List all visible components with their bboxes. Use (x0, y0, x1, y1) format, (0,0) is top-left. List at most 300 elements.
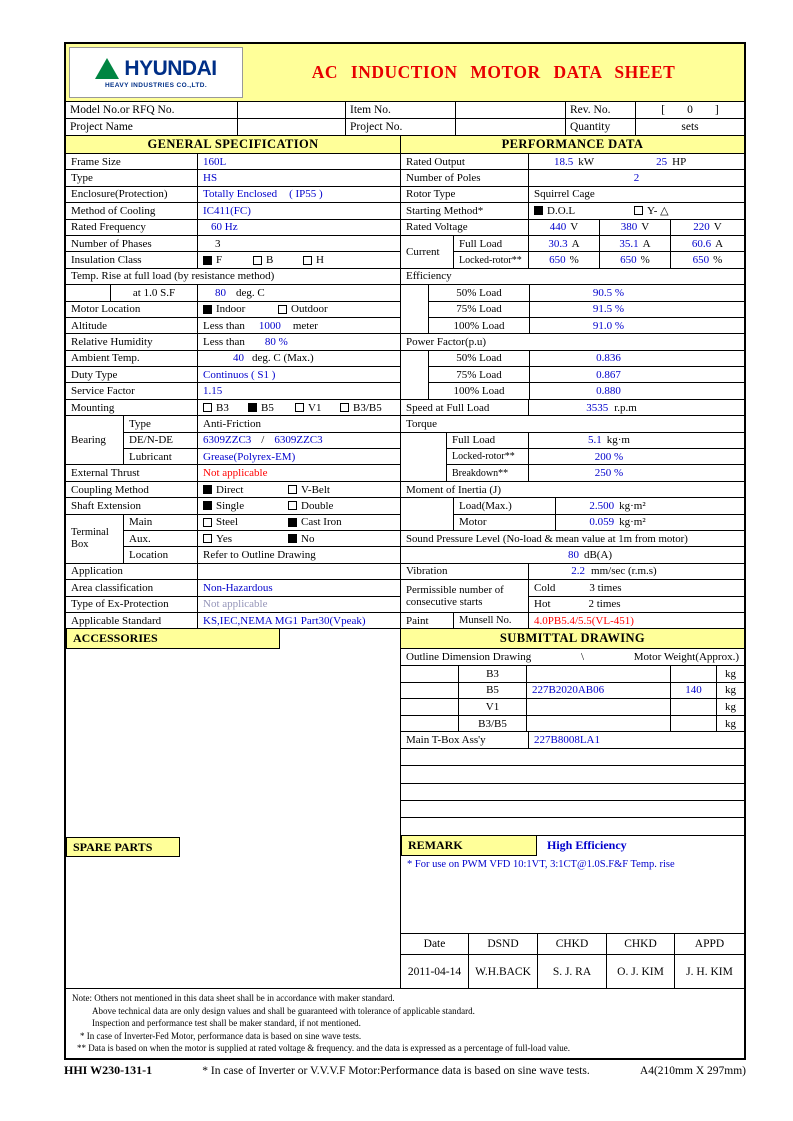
checkbox-unchecked-icon (288, 485, 297, 494)
single-label: Single (216, 499, 245, 512)
terminal-option-steel (203, 516, 288, 528)
temp-rise-label: Temp. Rise at full load (by resistance method) (71, 270, 275, 283)
mount-b3b5-label: B3/B5 (478, 717, 507, 730)
eff-50-value: 90.5 % (592, 286, 625, 299)
sound-level-label: Sound Pressure Level (No-load & mean value at 1m from motor) (406, 532, 688, 545)
remark-header-row (401, 836, 744, 856)
kg-unit: kg (725, 717, 736, 730)
row-bearing-type (124, 416, 400, 432)
checkbox-checked-icon (288, 518, 297, 527)
insulation-option-b (253, 254, 303, 266)
rated-output-label: Rated Output (406, 155, 465, 168)
project-name-value (238, 119, 346, 135)
bearing-dende-label: DE/N-DE (129, 434, 173, 447)
drawing-b5-value: 227B2020AB06 (532, 684, 605, 697)
cold-label: Cold (534, 581, 556, 594)
row-outline-header (401, 649, 744, 666)
eff-50-label: 50% Load (456, 286, 502, 299)
row-drawing-v1 (401, 699, 744, 716)
area-classification-label: Area classification (71, 581, 154, 594)
row-current-full-load (454, 236, 744, 252)
terminal-location-label: Location (129, 549, 169, 562)
coupling-option-vbelt (288, 484, 330, 496)
vibration-unit: mm/sec (r.m.s) (591, 565, 657, 578)
empty-row (401, 749, 744, 766)
performance-data-column (401, 136, 744, 988)
munsell-label: Munsell No. (459, 615, 512, 627)
row-torque-locked (447, 449, 744, 465)
row-ex-protection (66, 597, 400, 613)
terminal-aux-label: Aux. (129, 532, 151, 545)
checkbox-checked-icon (203, 305, 212, 314)
phases-label: Number of Phases (71, 237, 152, 250)
cold-value: 3 times (589, 581, 622, 594)
row-rated-output (401, 154, 744, 170)
hot-label: Hot (534, 598, 551, 611)
row-drawing-b3b5 (401, 716, 744, 733)
v1-label: V1 (308, 401, 322, 414)
eff-100-value: 91.0 % (592, 319, 625, 332)
current-block (401, 236, 744, 269)
rev-bracket-close: ] (714, 104, 719, 116)
mounting-option-b3b5 (340, 402, 382, 414)
shaft-label: Shaft Extension (71, 499, 141, 512)
volt-unit: V (641, 221, 650, 234)
bearing-block (66, 416, 400, 465)
direct-label: Direct (216, 483, 244, 496)
remark-headline: High Efficiency (547, 838, 627, 853)
torque-breakdown-value: 250 % (594, 467, 624, 480)
row-enclosure (66, 187, 400, 203)
current-3: 60.6 (691, 237, 712, 250)
checkbox-unchecked-icon (253, 256, 262, 265)
spare-parts-empty-area (66, 857, 400, 988)
rev-no-value (636, 102, 744, 118)
location-option-outdoor (278, 303, 328, 315)
accessories-header-row (66, 629, 400, 649)
current-1: 30.3 (548, 237, 568, 250)
row-motor-location (66, 302, 400, 318)
checkbox-unchecked-icon (303, 256, 312, 265)
ambient-label: Ambient Temp. (71, 352, 140, 365)
brand-subtitle: HEAVY INDUSTRIES CO.,LTD. (104, 81, 208, 89)
row-terminal-location (124, 547, 400, 563)
terminal-main-label: Main (129, 516, 153, 529)
starts-label-1: Permissible number of (406, 583, 504, 596)
row-phases (66, 236, 400, 252)
mounting-option-b3 (203, 402, 248, 414)
row-power-factor-header (401, 334, 744, 350)
outline-drawing-label: Outline Dimension Drawing (406, 651, 532, 664)
duty-value: Continuos ( S1 ) (203, 368, 276, 381)
enclosure-ip: ( IP55 ) (289, 188, 323, 201)
empty-cell (401, 716, 459, 732)
shaft-option-double (288, 500, 333, 512)
hyundai-logo (69, 47, 243, 98)
torque-locked-label: Locked-rotor** (452, 451, 515, 463)
performance-data-title: PERFORMANCE DATA (401, 136, 744, 154)
mounting-label: Mounting (71, 401, 115, 414)
insulation-f-label: F (216, 254, 223, 267)
logo-row (95, 57, 216, 81)
outline-divider: \ (580, 651, 585, 664)
row-application (66, 564, 400, 580)
row-external-thrust (66, 465, 400, 481)
torque-unit: kg·m (606, 434, 630, 447)
type-label: Type (71, 172, 93, 185)
note-line-2: Above technical data are only design values and shall be guaranteed with tolerance of applicable standard. (92, 1005, 475, 1016)
triangle-logo-icon (95, 58, 119, 79)
row-terminal-aux (124, 531, 400, 547)
checkbox-checked-icon (288, 534, 297, 543)
enclosure-value: Totally Enclosed (203, 188, 278, 201)
percent-unit: % (569, 254, 579, 267)
item-no-label: Item No. (346, 102, 456, 118)
inertia-load-value: 2.500 (589, 499, 615, 512)
ambient-value: 40 (233, 352, 244, 365)
meta-row-1 (66, 102, 744, 119)
frame-size-value: 160L (203, 155, 227, 168)
inertia-load-label: Load(Max.) (459, 499, 512, 512)
rev-no-label: Rev. No. (566, 102, 636, 118)
volt-unit: V (570, 221, 579, 234)
row-coupling-method (66, 482, 400, 498)
ex-protection-value: Not applicable (203, 598, 268, 611)
altitude-unit: meter (292, 319, 318, 332)
poles-label: Number of Poles (406, 172, 481, 185)
paint-value: 4.0PB5.4/5.5(VL-451) (534, 614, 634, 627)
empty-row (401, 801, 744, 818)
torque-label: Torque (406, 417, 437, 430)
row-speed (401, 400, 744, 416)
torque-block (401, 433, 744, 482)
tbox-value: 227B8008LA1 (534, 734, 600, 747)
inertia-motor-label: Motor (459, 516, 487, 529)
row-drawing-b3 (401, 666, 744, 683)
checkbox-unchecked-icon (634, 206, 643, 215)
sf-label: at 1.0 S.F (132, 286, 176, 299)
row-efficiency-50 (429, 285, 744, 301)
checkbox-checked-icon (203, 501, 212, 510)
mount-b5-label: B5 (486, 684, 499, 697)
row-efficiency-75 (429, 302, 744, 318)
altitude-label: Altitude (71, 319, 108, 332)
row-rotor-type (401, 187, 744, 203)
quantity-value: sets (681, 121, 699, 133)
tbox-label: Main T-Box Ass'y (406, 734, 486, 747)
vibration-label: Vibration (406, 565, 448, 578)
vbelt-label: V-Belt (301, 483, 330, 496)
footnotes (66, 988, 744, 1058)
torque-locked-value: 200 % (594, 450, 624, 463)
frequency-value: 60 Hz (211, 221, 238, 234)
current-2: 35.1 (619, 237, 639, 250)
note-line-1: Note: Others not mentioned in this data sheet shall be in accordance with maker standard. (72, 993, 395, 1003)
accessories-title: ACCESSORIES (66, 629, 280, 649)
row-current-locked-rotor (454, 252, 744, 268)
approval-header-chkd-2: CHKD (624, 938, 657, 950)
starting-option-wye-delta (634, 204, 669, 217)
remark-note: * For use on PWM VFD 10:1VT, 3:1CT@1.0S.F&F Temp. rise (407, 858, 675, 870)
temp-rise-value: 80 (215, 286, 226, 299)
rated-output-kw: 18.5 (554, 155, 574, 168)
humidity-value: 80 % (264, 335, 288, 348)
speed-unit: r.p.m (614, 401, 637, 414)
external-thrust-label: External Thrust (71, 467, 140, 480)
row-type (66, 170, 400, 186)
steel-label: Steel (216, 516, 238, 529)
checkbox-checked-icon (203, 485, 212, 494)
terminal-label-1: Terminal (71, 526, 109, 538)
project-no-label: Project No. (346, 119, 456, 135)
approval-header-appd: APPD (694, 938, 725, 950)
checkbox-checked-icon (534, 206, 543, 215)
rev-bracket-open: [ (661, 104, 666, 116)
row-cooling (66, 203, 400, 219)
paper-size: A4(210mm X 297mm) (639, 1065, 746, 1077)
row-terminal-main (124, 515, 400, 531)
project-name-label: Project Name (66, 119, 238, 135)
row-humidity (66, 334, 400, 350)
pf-100-label: 100% Load (453, 385, 505, 398)
service-factor-value: 1.15 (203, 385, 223, 398)
rotor-type-value: Squirrel Cage (534, 188, 595, 201)
footer-note: * In case of Inverter or V.V.V.F Motor:Performance data is based on sine wave tests. (202, 1065, 590, 1077)
phases-value: 3 (215, 237, 221, 250)
hot-value: 2 times (588, 598, 621, 611)
empty-cell (401, 433, 447, 482)
checkbox-unchecked-icon (203, 403, 212, 412)
ambient-unit: deg. C (Max.) (252, 352, 314, 365)
locked-current-3: 650 (692, 254, 710, 267)
row-altitude (66, 318, 400, 334)
temp-rise-unit: deg. C (236, 286, 265, 299)
approval-value-row (401, 955, 744, 988)
row-insulation-class (66, 252, 400, 268)
checkbox-unchecked-icon (203, 518, 212, 527)
bearing-type-label: Type (129, 417, 151, 430)
standard-label: Applicable Standard (71, 614, 162, 627)
mount-v1-label: V1 (485, 700, 500, 713)
weight-b5-value: 140 (685, 684, 702, 697)
row-duty-type (66, 367, 400, 383)
brand-name: HYUNDAI (124, 56, 217, 80)
approval-header-dsnd: DSND (487, 938, 519, 950)
row-poles (401, 170, 744, 186)
insulation-option-h (303, 254, 324, 266)
bearing-separator: / (261, 434, 265, 447)
checkbox-unchecked-icon (295, 403, 304, 412)
row-frequency (66, 220, 400, 236)
bearing-nde-value: 6309ZZC3 (274, 434, 323, 447)
empty-row (401, 784, 744, 801)
motor-weight-label: Motor Weight(Approx.) (633, 651, 739, 664)
sound-value: 80 (567, 549, 579, 562)
rated-output-hp: 25 (656, 155, 668, 168)
humidity-prefix: Less than (203, 335, 245, 348)
empty-cell (401, 666, 459, 682)
empty-cell (66, 285, 111, 300)
empty-cell (401, 285, 429, 334)
general-specification-title: GENERAL SPECIFICATION (66, 136, 400, 154)
item-no-value (456, 102, 566, 118)
pf-50-value: 0.836 (596, 352, 621, 365)
starting-method-label: Starting Method* (406, 204, 484, 217)
kg-unit: kg (725, 700, 736, 713)
rev-value: 0 (687, 104, 693, 116)
note-line-3: Inspection and performance test shall be maker standard, if not mentioned. (92, 1018, 361, 1029)
wye-delta-label: Y- △ (647, 205, 669, 218)
humidity-label: Relative Humidity (71, 335, 153, 348)
cooling-label: Method of Cooling (71, 204, 156, 217)
external-thrust-value: Not applicable (203, 467, 268, 480)
row-torque-full-load (447, 433, 744, 449)
aux-option-no (288, 533, 314, 545)
b3b5-label: B3/B5 (353, 401, 382, 414)
row-mounting (66, 400, 400, 416)
row-inertia-load (454, 498, 744, 514)
insulation-option-f (203, 254, 253, 266)
row-vibration (401, 564, 744, 580)
lubricant-value: Grease(Polyrex-EM) (203, 450, 296, 463)
columns (66, 136, 744, 988)
row-starting-method (401, 203, 744, 219)
empty-row (401, 818, 744, 835)
application-label: Application (71, 565, 123, 578)
type-value: HS (203, 172, 218, 185)
checkbox-unchecked-icon (340, 403, 349, 412)
full-load-label: Full Load (459, 237, 503, 250)
amp-unit: A (571, 237, 580, 250)
row-tbox (401, 732, 744, 749)
torque-full-value: 5.1 (588, 434, 602, 447)
pf-50-label: 50% Load (456, 352, 502, 365)
empty-cell (401, 699, 459, 715)
insulation-label: Insulation Class (71, 254, 142, 267)
hp-unit: HP (672, 155, 687, 168)
terminal-label-2: Box (71, 538, 89, 550)
approval-chkd-1: S. J. RA (552, 965, 592, 978)
consecutive-starts-block (401, 580, 744, 613)
spare-parts-header-row (66, 837, 400, 857)
row-inertia-header (401, 482, 744, 498)
duty-label: Duty Type (71, 368, 118, 381)
row-sound-value (401, 547, 744, 563)
row-efficiency-100 (429, 318, 744, 334)
row-inertia-motor (454, 515, 744, 531)
row-torque-breakdown (447, 465, 744, 481)
locked-rotor-label: Locked-rotor** (459, 254, 522, 266)
row-pf-100 (429, 383, 744, 399)
power-factor-block (401, 351, 744, 400)
approval-date: 2011-04-14 (407, 965, 462, 978)
eff-75-label: 75% Load (456, 303, 502, 316)
empty-cell (401, 351, 429, 400)
mounting-option-v1 (295, 402, 340, 414)
enclosure-label: Enclosure(Protection) (71, 188, 168, 201)
project-no-value (456, 119, 566, 135)
speed-label: Speed at Full Load (406, 401, 490, 414)
approval-chkd-2: O. J. KIM (617, 965, 664, 978)
dol-label: D.O.L (547, 204, 576, 217)
b3-label: B3 (216, 401, 229, 414)
accessories-empty-area (66, 649, 400, 837)
b5-label: B5 (261, 401, 274, 414)
pf-75-label: 75% Load (456, 368, 502, 381)
header-band (66, 44, 744, 102)
speed-value: 3535 (586, 401, 609, 414)
approval-header-row (401, 933, 744, 955)
row-temp-rise-sf (66, 285, 400, 301)
checkbox-checked-icon (203, 256, 212, 265)
row-pf-75 (429, 367, 744, 383)
bearing-type-value: Anti-Friction (203, 417, 262, 430)
outdoor-label: Outdoor (291, 303, 328, 316)
rotor-type-label: Rotor Type (406, 188, 456, 201)
double-label: Double (301, 499, 334, 512)
approval-header-chkd-1: CHKD (555, 938, 589, 950)
eff-75-value: 91.5 % (592, 303, 625, 316)
voltage-2: 380 (620, 221, 638, 234)
row-drawing-b5 (401, 683, 744, 700)
frame-size-label: Frame Size (71, 155, 121, 168)
sound-unit: dB(A) (583, 549, 613, 562)
coupling-label: Coupling Method (71, 483, 149, 496)
inertia-motor-value: 0.059 (589, 516, 615, 529)
spare-parts-title: SPARE PARTS (66, 837, 180, 857)
kg-unit: kg (725, 667, 736, 680)
general-specification-column (66, 136, 401, 988)
cooling-value: IC411(FC) (203, 204, 251, 217)
page-footer (64, 1063, 746, 1078)
row-temp-rise (66, 269, 400, 285)
motor-location-label: Motor Location (71, 303, 141, 316)
rated-voltage-label: Rated Voltage (406, 221, 468, 234)
efficiency-block (401, 285, 744, 334)
row-shaft-extension (66, 498, 400, 514)
remark-title: REMARK (401, 836, 537, 856)
empty-row (401, 766, 744, 783)
current-label: Current (406, 245, 440, 258)
quantity-label: Quantity (566, 119, 636, 135)
submittal-drawing-title: SUBMITTAL DRAWING (401, 629, 744, 649)
empty-cell (401, 498, 454, 531)
document-number: HHI W230-131-1 (64, 1063, 153, 1077)
torque-breakdown-label: Breakdown** (452, 467, 509, 479)
remark-empty-area (401, 873, 744, 933)
row-torque-header (401, 416, 744, 432)
percent-unit: % (640, 254, 650, 267)
bearing-label: Bearing (71, 434, 106, 447)
starting-option-dol (534, 205, 634, 217)
pf-75-value: 0.867 (596, 368, 621, 381)
row-paint (401, 613, 744, 629)
approval-dsnd: W.H.BACK (475, 965, 531, 978)
document-title: AC INDUCTION MOTOR DATA SHEET (311, 62, 676, 82)
aux-option-yes (203, 533, 288, 545)
checkbox-checked-icon (248, 403, 257, 412)
row-applicable-standard (66, 613, 400, 629)
indoor-label: Indoor (216, 303, 246, 316)
paint-label: Paint (406, 614, 429, 627)
locked-current-1: 650 (549, 254, 566, 267)
insulation-b-label: B (266, 254, 274, 267)
yes-label: Yes (216, 532, 233, 545)
inertia-label: Moment of Inertia (J) (406, 483, 501, 496)
area-classification-value: Non-Hazardous (203, 581, 273, 594)
volt-unit: V (713, 221, 722, 234)
standard-value: KS,IEC,NEMA MG1 Part30(Vpeak) (203, 614, 366, 627)
